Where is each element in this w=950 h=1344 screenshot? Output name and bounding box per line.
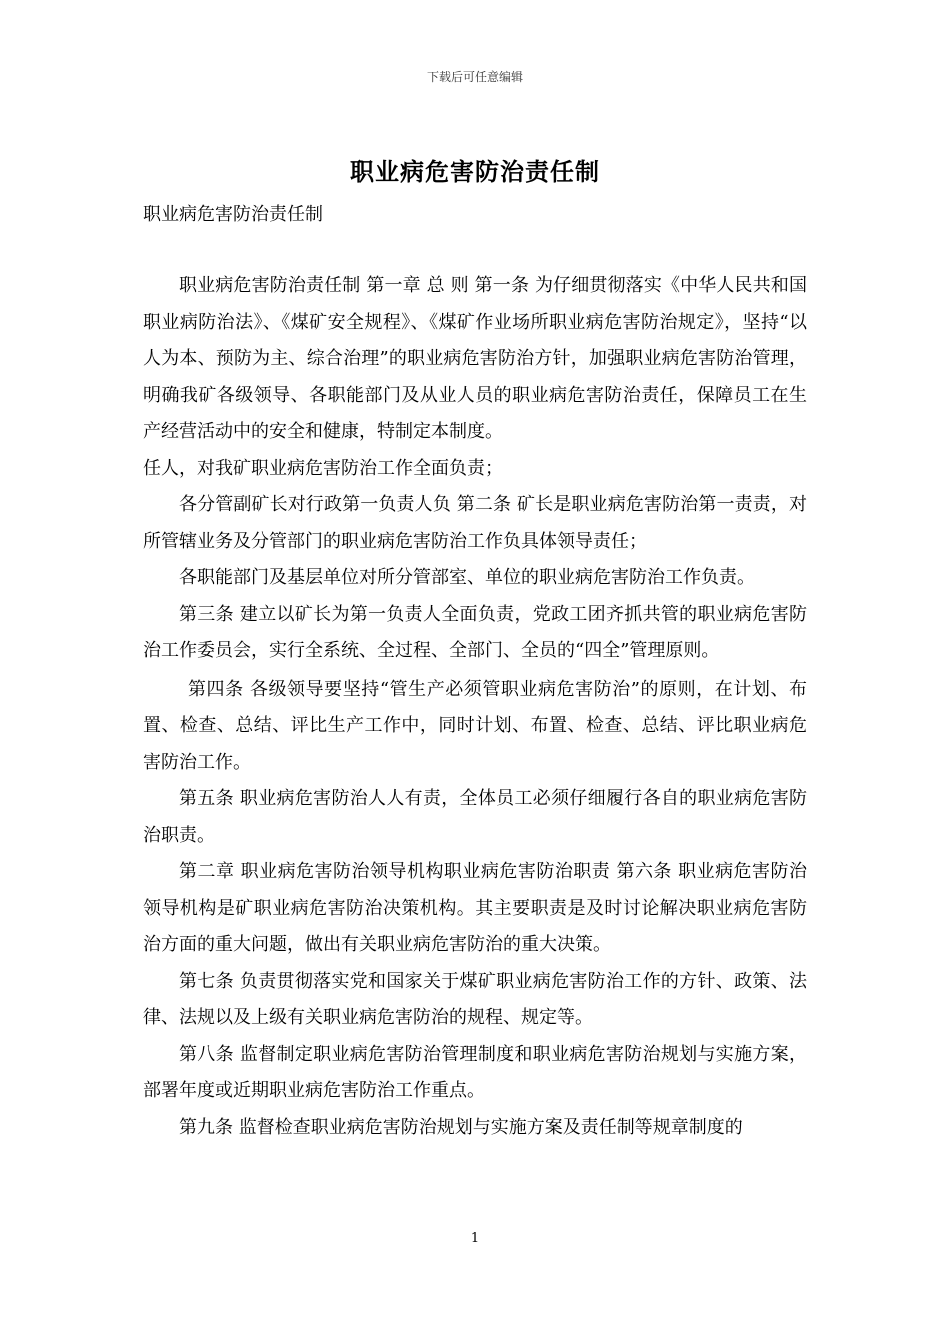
paragraph-article-2: 各分管副矿长对行政第一负责人负 第二条 矿长是职业病危害防治第一责责，对所管辖业务及分管部门的职业病危害防治工作负具体领导责任；	[143, 494, 807, 552]
paragraph-departments: 各职能部门及基层单位对所分管部室、单位的职业病危害防治工作负责。	[179, 567, 755, 588]
paragraph-article-8: 第八条 监督制定职业病危害防治管理制度和职业病危害防治规划与实施方案，部署年度或近期职业病危害防治工作重点。	[143, 1043, 807, 1101]
header-note: 下载后可任意编辑	[426, 70, 523, 84]
paragraph-chapter-1-article-1: 职业病危害防治责任制 第一章 总 则 第一条 为仔细贯彻落实《中华人民共和国职业病防治法》、《煤矿安全规程》、《煤矿作业场所职业病危害防治规定》，坚持“以人为本、预防为主、综合治理”的职业病危害防治方针，加强职业病危害防治管理，明确我矿各级领导、各职能部门及从业人员的职业病危害防治责任，保障员工在生产经营活动中的安全和健康，特制定本制度。	[143, 275, 807, 442]
paragraph-article-4: 第四条 各级领导要坚持“管生产必须管职业病危害防治”的原则，在计划、布置、检查、总结、评比生产工作中，同时计划、布置、检查、总结、评比职业病危害防治工作。	[143, 678, 807, 773]
paragraph-article-3: 第三条 建立以矿长为第一负责人全面负责，党政工团齐抓共管的职业病危害防治工作委员会，实行全系统、全过程、全部门、全员的“四全”管理原则。	[143, 603, 807, 661]
paragraph-continuation: 任人，对我矿职业病危害防治工作全面负责；	[143, 457, 503, 479]
document-subtitle: 职业病危害防治责任制	[143, 204, 323, 225]
paragraph-chapter-2-article-6: 第二章 职业病危害防治领导机构职业病危害防治职责 第六条 职业病危害防治领导机构是矿职业病危害防治决策机构。其主要职责是及时讨论解决职业病危害防治方面的重大问题，做出有关职业病危害防治的重大决策。	[143, 861, 807, 955]
document-body	[143, 268, 807, 1146]
page-number: 1	[470, 1231, 480, 1246]
paragraph-article-7: 第七条 负责贯彻落实党和国家关于煤矿职业病危害防治工作的方针、政策、法律、法规以及上级有关职业病危害防治的规程、规定等。	[143, 970, 807, 1028]
paragraph-article-5: 第五条 职业病危害防治人人有责，全体员工必须仔细履行各自的职业病危害防治职责。	[143, 788, 807, 846]
paragraph-article-9: 第九条 监督检查职业病危害防治规划与实施方案及责任制等规章制度的	[179, 1116, 743, 1138]
document-title: 职业病危害防治责任制	[350, 157, 600, 186]
